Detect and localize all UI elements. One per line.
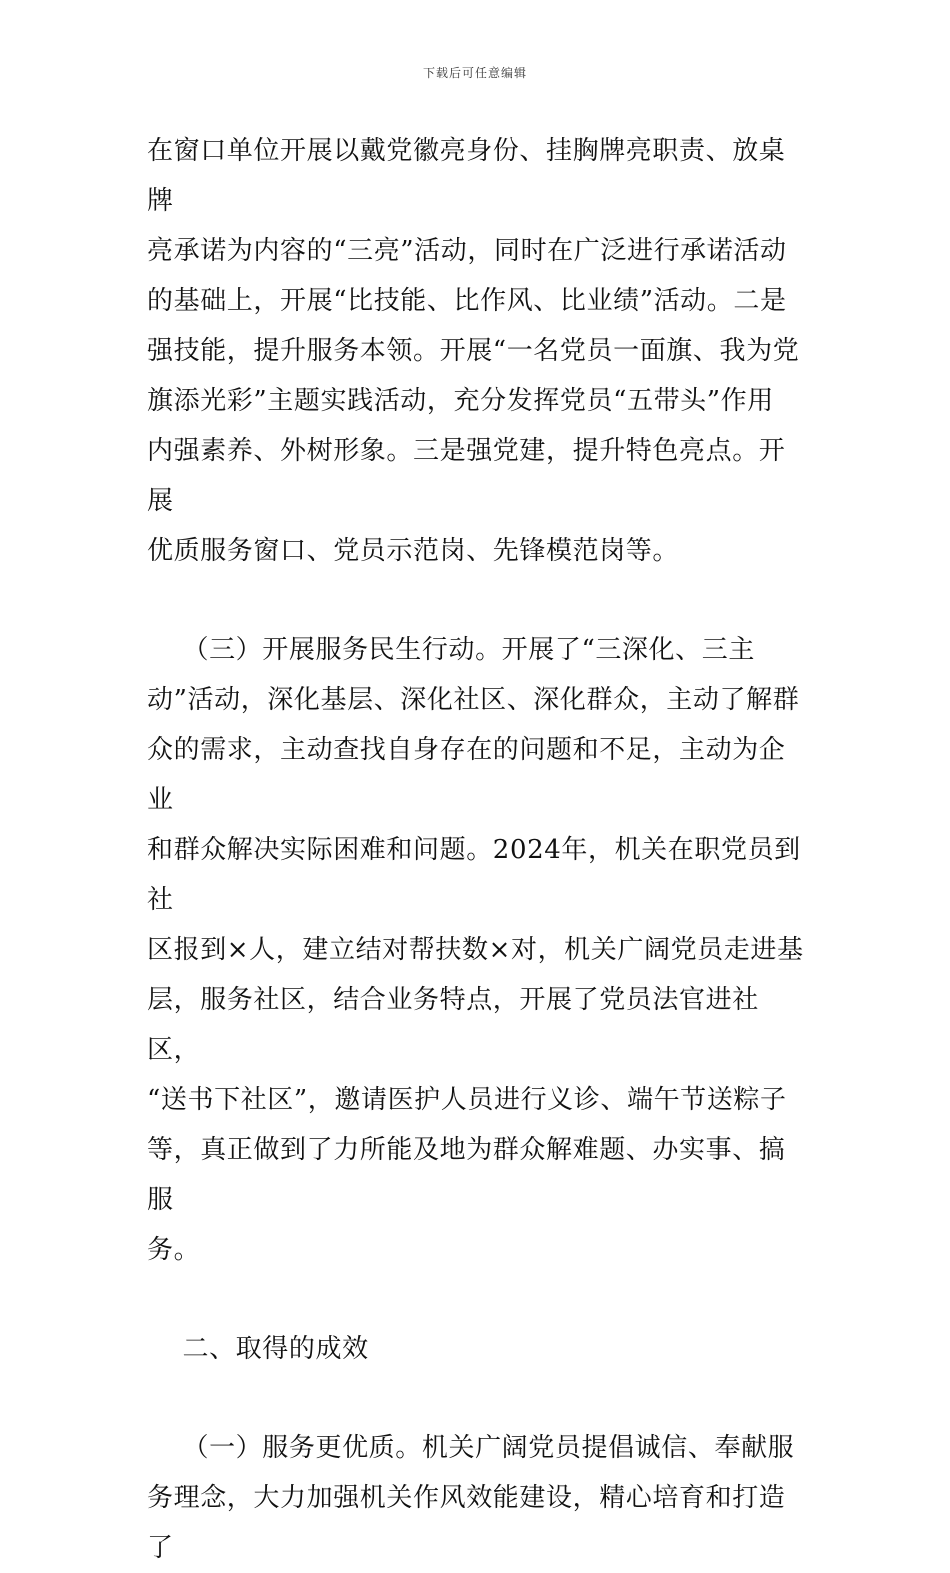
- section-heading-text: 二、取得的成效: [147, 1334, 369, 1364]
- text-line: 区报到×人，建立结对帮扶数×对，机关广阔党员走进基: [147, 935, 804, 965]
- text-line: 动”活动，深化基层、深化社区、深化群众，主动了解群: [147, 685, 800, 715]
- text-line: 务理念，大力加强机关作风效能建设，精心培育和打造了: [147, 1483, 786, 1563]
- document-body: [147, 126, 809, 1573]
- paragraph-2: [147, 625, 809, 1275]
- text-line: 优质服务窗口、党员示范岗、先锋模范岗等。: [147, 536, 680, 566]
- text-line: 务。: [147, 1235, 201, 1265]
- paragraph-spacer: [147, 1374, 809, 1423]
- text-line: （三）开展服务民生行动。开展了“三深化、三主: [147, 635, 755, 665]
- text-line: （一）服务更优质。机关广阔党员提倡诚信、奉献服: [147, 1433, 795, 1463]
- text-line: 旗添光彩”主题实践活动，充分发挥党员“五带头”作用: [147, 386, 774, 416]
- text-line: 内强素养、外树形象。三是强党建，提升特色亮点。开展: [147, 436, 786, 516]
- text-line: 层，服务社区，结合业务特点，开展了党员法官进社区，: [147, 985, 759, 1065]
- text-line: 在窗口单位开展以戴党徽亮身份、挂胸牌亮职责、放桌牌: [147, 136, 786, 216]
- paragraph-1: [147, 126, 809, 576]
- paragraph-spacer: [147, 1275, 809, 1324]
- text-line: “送书下社区”，邀请医护人员进行义诊、端午节送粽子: [147, 1085, 787, 1115]
- page-header-note: 下载后可任意编辑: [422, 66, 527, 80]
- paragraph-spacer: [147, 576, 809, 625]
- section-heading: [147, 1324, 809, 1374]
- text-line: 强技能，提升服务本领。开展“一名党员一面旗、我为党: [147, 336, 800, 366]
- text-line: 等，真正做到了力所能及地为群众解难题、办实事、搞服: [147, 1135, 786, 1215]
- paragraph-3: [147, 1423, 809, 1573]
- text-line: 亮承诺为内容的“三亮”活动，同时在广泛进行承诺活动: [147, 236, 787, 266]
- text-line: 的基础上，开展“比技能、比作风、比业绩”活动。二是: [147, 286, 787, 316]
- text-line: 和群众解决实际困难和问题。2024年，机关在职党员到社: [147, 835, 801, 915]
- text-line: 众的需求，主动查找自身存在的问题和不足，主动为企业: [147, 735, 786, 815]
